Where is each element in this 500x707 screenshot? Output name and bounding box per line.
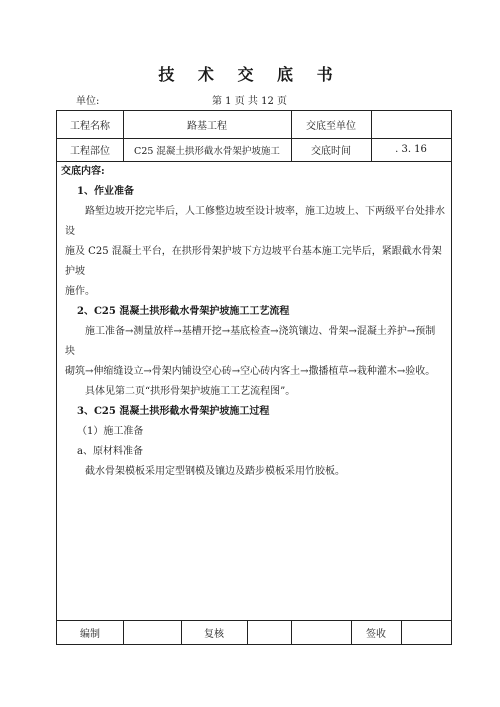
section-2-note: 具体见第二页“拱形骨架护坡施工工艺流程图”。: [85, 386, 296, 397]
column-divider: [401, 620, 402, 645]
document-title: 技 术 交 底 书: [158, 65, 342, 84]
project-name-value: 路基工程: [187, 121, 227, 132]
prepared-by-label: 编制: [80, 629, 100, 640]
column-divider: [247, 620, 248, 645]
section-2-text: 砌筑→伸缩缝设立→骨架内铺设空心砖→空心砖内客土→撒播植草→栽种灌木→验收。: [65, 366, 436, 377]
section-3-title: 3、C25 混凝土拱形截水骨架护坡施工过程: [77, 406, 270, 417]
reviewed-by-label: 复核: [204, 629, 224, 640]
section-3-text: 截水骨架模板采用定型钢模及镶边及踏步模板采用竹胶板。: [85, 466, 345, 477]
column-divider: [123, 620, 124, 645]
recipient-unit-label: 交底至单位: [306, 121, 356, 132]
page-info: 第 1 页 共 12 页: [212, 96, 287, 107]
section-1-text: 路堑边坡开挖完毕后，人工修整边坡至设计坡率，施工边坡上、下两级平台处排水设: [65, 206, 445, 237]
project-name-label: 工程名称: [70, 121, 110, 132]
project-part-label: 工程部位: [70, 146, 110, 157]
disclosure-time-value: . 3. 16: [395, 144, 427, 155]
section-1-title: 1、作业准备: [77, 186, 134, 197]
content-heading: 交底内容:: [61, 166, 105, 177]
section-2-text: 施工准备→测量放样→基槽开挖→基底检查→浇筑镶边、骨架→混凝土养护→预制块: [65, 326, 436, 357]
section-1-text: 施及 C25 混凝土平台，在拱形骨架护坡下方边坡平台基本施工完毕后，紧跟截水骨架护坡: [65, 246, 442, 277]
received-by-label: 签收: [366, 629, 386, 640]
column-divider: [291, 620, 292, 645]
disclosure-form: [56, 110, 452, 645]
disclosure-content: [61, 162, 445, 482]
disclosure-time-label: 交底时间: [311, 146, 351, 157]
section-3-subheading: （1）施工准备: [77, 426, 144, 437]
recipient-unit-value: [371, 111, 451, 138]
section-1-text: 施作。: [65, 286, 95, 297]
unit-label: 单位:: [76, 96, 100, 107]
project-part-value: C25 混凝土拱形截水骨架护坡施工: [134, 145, 280, 157]
section-3-item-a: a、原材料准备: [77, 446, 143, 457]
section-2-title: 2、C25 混凝土拱形截水骨架护坡施工工艺流程: [77, 306, 290, 317]
